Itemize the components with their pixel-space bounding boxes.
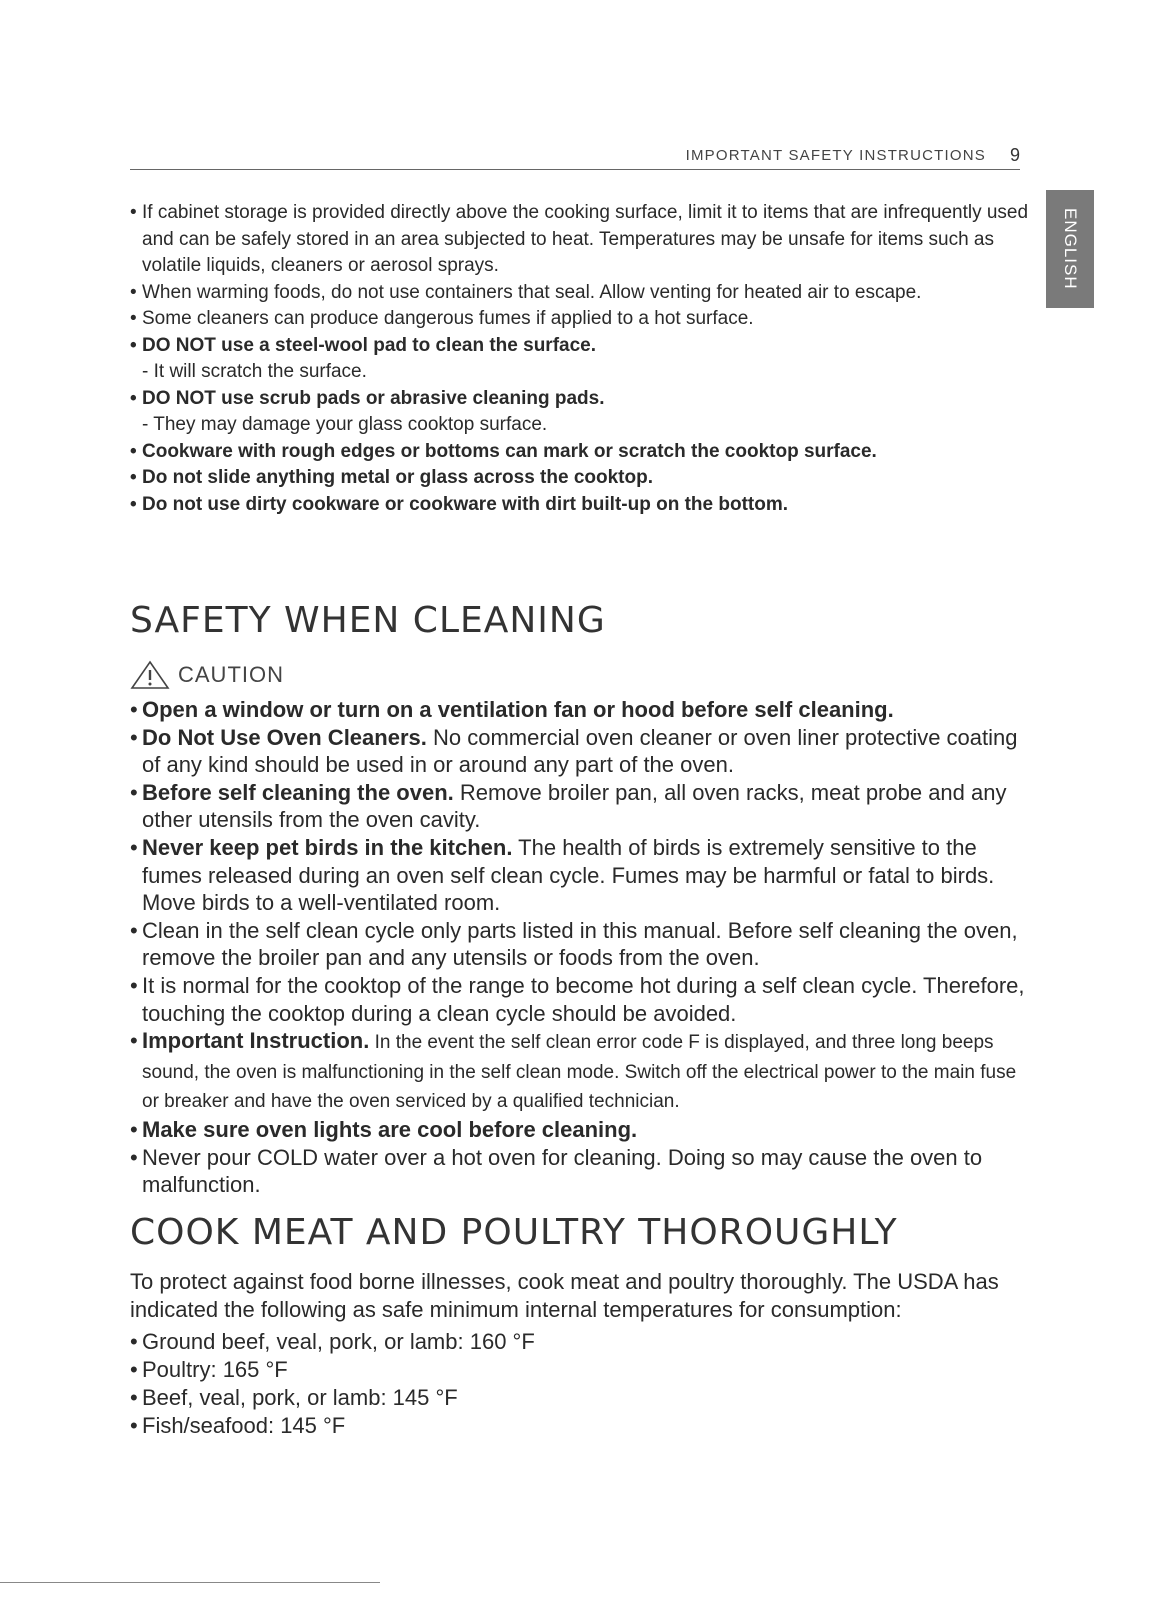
list-item: • Never keep pet birds in the kitchen. The health of birds is extremely sensitive to the fumes released during an oven self clean cycle. Fumes may be harmful or fatal to birds. Move birds to a well-ventilated room. [130, 834, 1030, 917]
list-item: • Clean in the self clean cycle only parts listed in this manual. Before self cleaning the oven, remove the broiler pan and any utensils or foods from the oven. [130, 917, 1030, 972]
list-item: • Before self cleaning the oven. Remove broiler pan, all oven racks, meat probe and any other utensils from the oven cavity. [130, 779, 1030, 834]
cooktop-safety-list [130, 200, 1030, 518]
list-item: • Open a window or turn on a ventilation fan or hood before self cleaning. [130, 696, 1030, 724]
list-subitem: - They may damage your glass cooktop surface. [142, 414, 548, 435]
page-header [130, 145, 1020, 170]
language-tab-label: ENGLISH [1061, 208, 1080, 290]
list-item: • Never pour COLD water over a hot oven for cleaning. Doing so may cause the oven to malfunction. [130, 1144, 1030, 1199]
list-item: • It is normal for the cooktop of the range to become hot during a self clean cycle. Therefore, touching the cooktop during a clean cycle should be avoided. [130, 972, 1030, 1027]
list-item: • Beef, veal, pork, or lamb: 145 °F [130, 1384, 1030, 1412]
list-item: • Fish/seafood: 145 °F [130, 1412, 1030, 1440]
list-subitem: - It will scratch the surface. [142, 361, 367, 382]
list-item: • Poultry: 165 °F [130, 1356, 1030, 1384]
section-heading-meat: COOK MEAT AND POULTRY THOROUGHLY [130, 1212, 898, 1253]
page-number: 9 [1009, 145, 1020, 165]
list-item: • DO NOT use a steel-wool pad to clean the surface. [130, 333, 1030, 360]
meat-intro: To protect against food borne illnesses, cook meat and poultry thoroughly. The USDA has indicated the following as safe minimum internal temperatures for consumption: [130, 1269, 999, 1322]
list-item: • If cabinet storage is provided directly above the cooking surface, limit it to items that are infrequently used and can be safely stored in an area subjected to heat. Temperatures may be unsafe for items such as volatile liquids, cleaners or aerosol sprays. [130, 200, 1030, 280]
header-title: IMPORTANT SAFETY INSTRUCTIONS [685, 147, 986, 164]
meat-poultry-section [130, 1268, 1030, 1440]
list-item: • DO NOT use scrub pads or abrasive cleaning pads. [130, 386, 1030, 413]
list-item: • Ground beef, veal, pork, or lamb: 160 °F [130, 1328, 1030, 1356]
list-item: • Some cleaners can produce dangerous fumes if applied to a hot surface. [130, 306, 1030, 333]
section-heading-cleaning: SAFETY WHEN CLEANING [130, 600, 606, 641]
cleaning-safety-list [130, 696, 1030, 1199]
list-item: • Important Instruction. In the event the self clean error code F is displayed, and three long beeps sound, the oven is malfunctioning in the self clean mode. Switch off the electrical power to the main fuse or breaker and have the oven serviced by a qualified technician. [130, 1027, 1030, 1116]
list-item: • Do Not Use Oven Cleaners. No commercial oven cleaner or oven liner protective coating of any kind should be used in or around any part of the oven. [130, 724, 1030, 779]
warning-triangle-icon [130, 660, 170, 690]
language-tab [1046, 190, 1094, 308]
list-item: • When warming foods, do not use containers that seal. Allow venting for heated air to escape. [130, 280, 1030, 307]
list-item: • Cookware with rough edges or bottoms can mark or scratch the cooktop surface. [130, 439, 1030, 466]
list-item: • Make sure oven lights are cool before cleaning. [130, 1116, 1030, 1144]
footer-divider [0, 1582, 380, 1583]
list-item: • Do not slide anything metal or glass across the cooktop. [130, 465, 1030, 492]
caution-label: CAUTION [130, 660, 284, 690]
list-item: • Do not use dirty cookware or cookware with dirt built-up on the bottom. [130, 492, 1030, 519]
